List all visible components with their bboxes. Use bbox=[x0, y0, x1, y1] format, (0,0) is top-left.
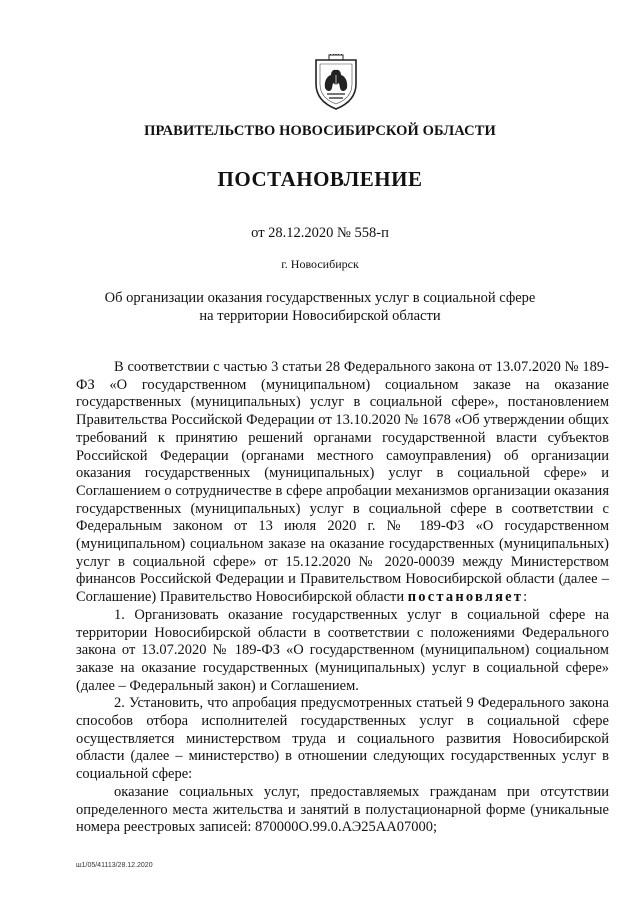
decree-word: постановляет bbox=[407, 589, 524, 606]
city-label: г. Новосибирск bbox=[281, 257, 359, 271]
footer-code: ш1/05/41113/28.12.2020 bbox=[76, 862, 153, 869]
document-body bbox=[76, 359, 609, 837]
item-2-subparagraph: оказание социальных услуг, предоставляемых гражданам при отсутствии определенного места жительства и занятий в полустационарной форме (уникальные номера реестровых записей: 870000О.99.0.АЭ25АА07000; bbox=[76, 783, 609, 836]
item-2-paragraph: 2. Установить, что апробация предусмотренных статьей 9 Федерального закона способов отбора исполнителей государственных услуг в социальной сфере осуществляется министерством труда и социального развития Новосибирской области (далее – министерство) в отношении следующих государственных услуг в социальной сфере: bbox=[76, 695, 609, 783]
document-type-title: ПОСТАНОВЛЕНИЕ bbox=[217, 167, 423, 191]
subject-line: Об организации оказания государственных услуг в социальной сфере bbox=[104, 290, 536, 306]
subject-line: на территории Новосибирской области bbox=[199, 308, 441, 324]
coat-of-arms-icon bbox=[313, 54, 359, 110]
item-1-paragraph: 1. Организовать оказание государственных услуг в социальной сфере на территории Новосибирской области в соответствии с положениями Федерального закона от 13.07.2020 № 189-ФЗ «О государственном (муниципальном) социальном заказе на оказание государственных (муниципальных) услуг в социальной сфере» (далее – Федеральный закон) и Соглашением. bbox=[76, 606, 609, 694]
decree-colon: : bbox=[523, 589, 528, 606]
preamble-paragraph bbox=[76, 359, 609, 607]
preamble-text: В соответствии с частью 3 статьи 28 Федерального закона от 13.07.2020 № 189-ФЗ «О государственном (муниципальном) социальном заказе на оказание государственных (муниципальных) услуг в социальной сфере», постановлением Правительства Российской Федерации от 13.10.2020 № 1678 «Об утверждении общих требований к принятию решений органами государственной власти субъектов Российской Федерации (органами местного самоуправления) об организации оказания государственных (муниципальных) услуг в социальной сфере» и Соглашением о сотрудничестве в сфере апробации механизмов организации оказания государственных (муниципальных) услуг в социальной сфере в соответствии с Федеральным законом от 13 июля 2020 г. № 189-ФЗ «О государственном (муниципальном) социальном заказе на оказание государственных (муниципальных) услуг в социальной сфере» от 15.12.2020 № 2020-00039 между Министерством финансов Российской Федерации и Правительством Новосибирской области (далее – Соглашение) Правительство Новосибирской области bbox=[76, 359, 609, 606]
date-and-number: от 28.12.2020 № 558-п bbox=[251, 225, 389, 241]
government-title: ПРАВИТЕЛЬСТВО НОВОСИБИРСКОЙ ОБЛАСТИ bbox=[144, 123, 496, 139]
document-subject bbox=[60, 289, 580, 325]
